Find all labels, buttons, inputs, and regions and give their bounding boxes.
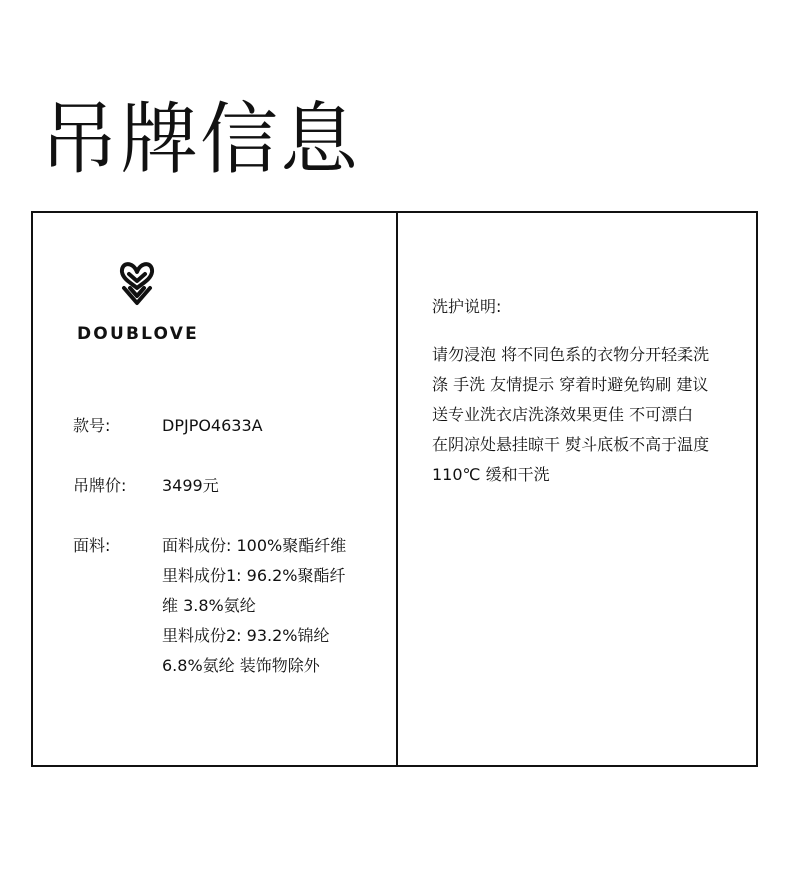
care-line: 送专业洗衣店洗涤效果更佳 不可漂白 bbox=[432, 405, 694, 424]
fabric-line: 面料成份: 100%聚酯纤维 bbox=[162, 536, 347, 555]
care-line: 涤 手洗 友情提示 穿着时避免钩刷 建议 bbox=[432, 375, 709, 394]
fabric-line: 里料成份2: 93.2%锦纶 bbox=[162, 626, 330, 645]
hang-tag-table bbox=[31, 211, 758, 767]
fabric-line: 里料成份1: 96.2%聚酯纤 bbox=[162, 566, 346, 585]
care-line: 请勿浸泡 将不同色系的衣物分开轻柔洗 bbox=[432, 345, 710, 364]
double-heart-icon bbox=[119, 258, 155, 306]
fabric-line: 6.8%氨纶 装饰物除外 bbox=[162, 656, 320, 675]
brand-name: DOUBLOVE bbox=[77, 324, 199, 344]
fabric-label: 面料: bbox=[73, 536, 111, 555]
fabric-value bbox=[162, 531, 376, 681]
care-title: 洗护说明: bbox=[432, 297, 502, 316]
style-number-label: 款号: bbox=[73, 416, 111, 435]
fabric-line: 维 3.8%氨纶 bbox=[162, 596, 256, 615]
style-number-value: DPJPO4633A bbox=[162, 416, 263, 435]
price-value: 3499元 bbox=[162, 476, 219, 495]
care-instructions bbox=[432, 340, 709, 490]
column-divider bbox=[396, 213, 398, 765]
price-label: 吊牌价: bbox=[73, 476, 127, 495]
care-line: 在阴凉处悬挂晾干 熨斗底板不高于温度 bbox=[432, 435, 710, 454]
page-title: 吊牌信息 bbox=[40, 95, 361, 185]
care-line: 110℃ 缓和干洗 bbox=[432, 465, 550, 484]
